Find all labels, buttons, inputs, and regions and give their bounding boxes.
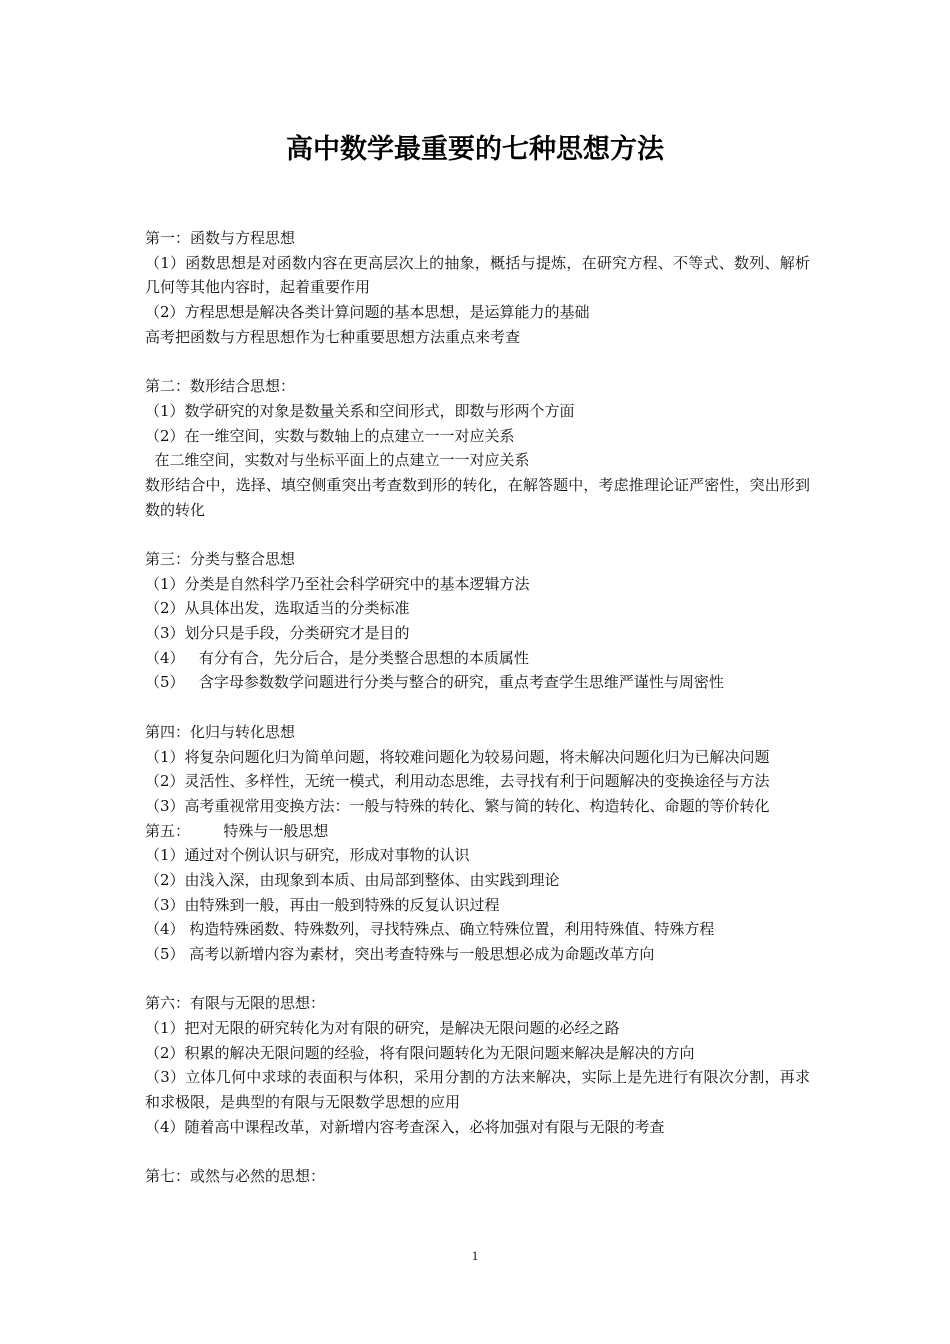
section-heading: 第四：化归与转化思想 [145, 722, 296, 741]
section-heading: 第七：或然与必然的思想： [145, 1167, 326, 1186]
paragraph-line: （3）立体几何中求球的表面积与体积，采用分割的方法来解决，实际上是先进行有限次分割，再求和求极限，是典型的有限与无限数学思想的应用 [145, 1068, 810, 1112]
paragraph-line: （2）从具体出发，选取适当的分类标准 [145, 599, 410, 618]
paragraph-line: （2）由浅入深，由现象到本质、由局部到整体、由实践到理论 [145, 870, 560, 889]
paragraph-line: （1）把对无限的研究转化为对有限的研究，是解决无限问题的必经之路 [145, 1019, 620, 1038]
blank-line [145, 695, 810, 720]
paragraph-line: 高考把函数与方程思想作为七种重要思想方法重点来考查 [145, 327, 521, 346]
blank-line [145, 1140, 810, 1165]
blank-line [145, 349, 810, 374]
paragraph-line: （1）通过对个例认识与研究，形成对事物的认识 [145, 846, 470, 865]
paragraph-line: 数形结合中，选择、填空侧重突出考查数到形的转化，在解答题中，考虑推理论证严密性，突出形到数的转化 [145, 475, 810, 519]
paragraph-line: （5） 高考以新增内容为素材，突出考查特殊与一般思想必成为命题改革方向 [145, 945, 655, 964]
paragraph-line: （1）将复杂问题化归为简单问题，将较难问题化为较易问题，将未解决问题化归为已解决问题 [145, 747, 770, 766]
section-heading: 第三：分类与整合思想 [145, 550, 296, 568]
section-heading: 第五： 特殊与一般思想 [145, 821, 329, 840]
paragraph-line: 在二维空间，实数对与坐标平面上的点建立一一对应关系 [145, 451, 530, 470]
paragraph-line: （4）随着高中课程改革，对新增内容考查深入，必将加强对有限与无限的考查 [145, 1117, 665, 1136]
blank-line [145, 967, 810, 992]
paragraph-line: （2）在一维空间，实数与数轴上的点建立一一对应关系 [145, 426, 515, 445]
paragraph-line: （3）划分只是手段，分类研究才是目的 [145, 624, 410, 643]
paragraph-line: （2）积累的解决无限问题的经验，将有限问题转化为无限问题来解决是解决的方向 [145, 1043, 695, 1062]
page-number: 1 [471, 1248, 479, 1263]
section-heading: 第一：函数与方程思想 [145, 229, 296, 247]
paragraph-line: （4） 构造特殊函数、特殊数列，寻找特殊点、确立特殊位置，利用特殊值、特殊方程 [145, 920, 715, 939]
paragraph-line: （1）分类是自然科学乃至社会科学研究中的基本逻辑方法 [145, 574, 530, 593]
paragraph-line: （2）灵活性、多样性，无统一模式，利用动态思维，去寻找有利于问题解决的变换途径与方法 [145, 772, 770, 791]
paragraph-line: （2）方程思想是解决各类计算问题的基本思想，是运算能力的基础 [145, 303, 590, 322]
section-heading: 第二：数形结合思想： [145, 377, 296, 396]
paragraph-line: （4） 有分有合，先分后合，是分类整合思想的本质属性 [145, 648, 529, 667]
paragraph-line: （1）函数思想是对函数内容在更高层次上的抽象，概括与提炼，在研究方程、不等式、数列、解析几何等其他内容时，起着重要作用 [145, 253, 810, 297]
paragraph-line: （1）数学研究的对象是数量关系和空间形式，即数与形两个方面 [145, 401, 575, 420]
document-body [145, 226, 810, 1189]
section-heading: 第六：有限与无限的思想： [145, 994, 326, 1013]
document-title: 高中数学最重要的七种思想方法 [286, 134, 664, 165]
paragraph-line: （5） 含字母参数数学问题进行分类与整合的研究，重点考查学生思维严谨性与周密性 [145, 673, 724, 692]
blank-line [145, 522, 810, 547]
paragraph-line: （3）由特殊到一般，再由一般到特殊的反复认识过程 [145, 895, 500, 914]
paragraph-line: （3）高考重视常用变换方法：一般与特殊的转化、繁与简的转化、构造转化、命题的等价转化 [145, 796, 770, 815]
